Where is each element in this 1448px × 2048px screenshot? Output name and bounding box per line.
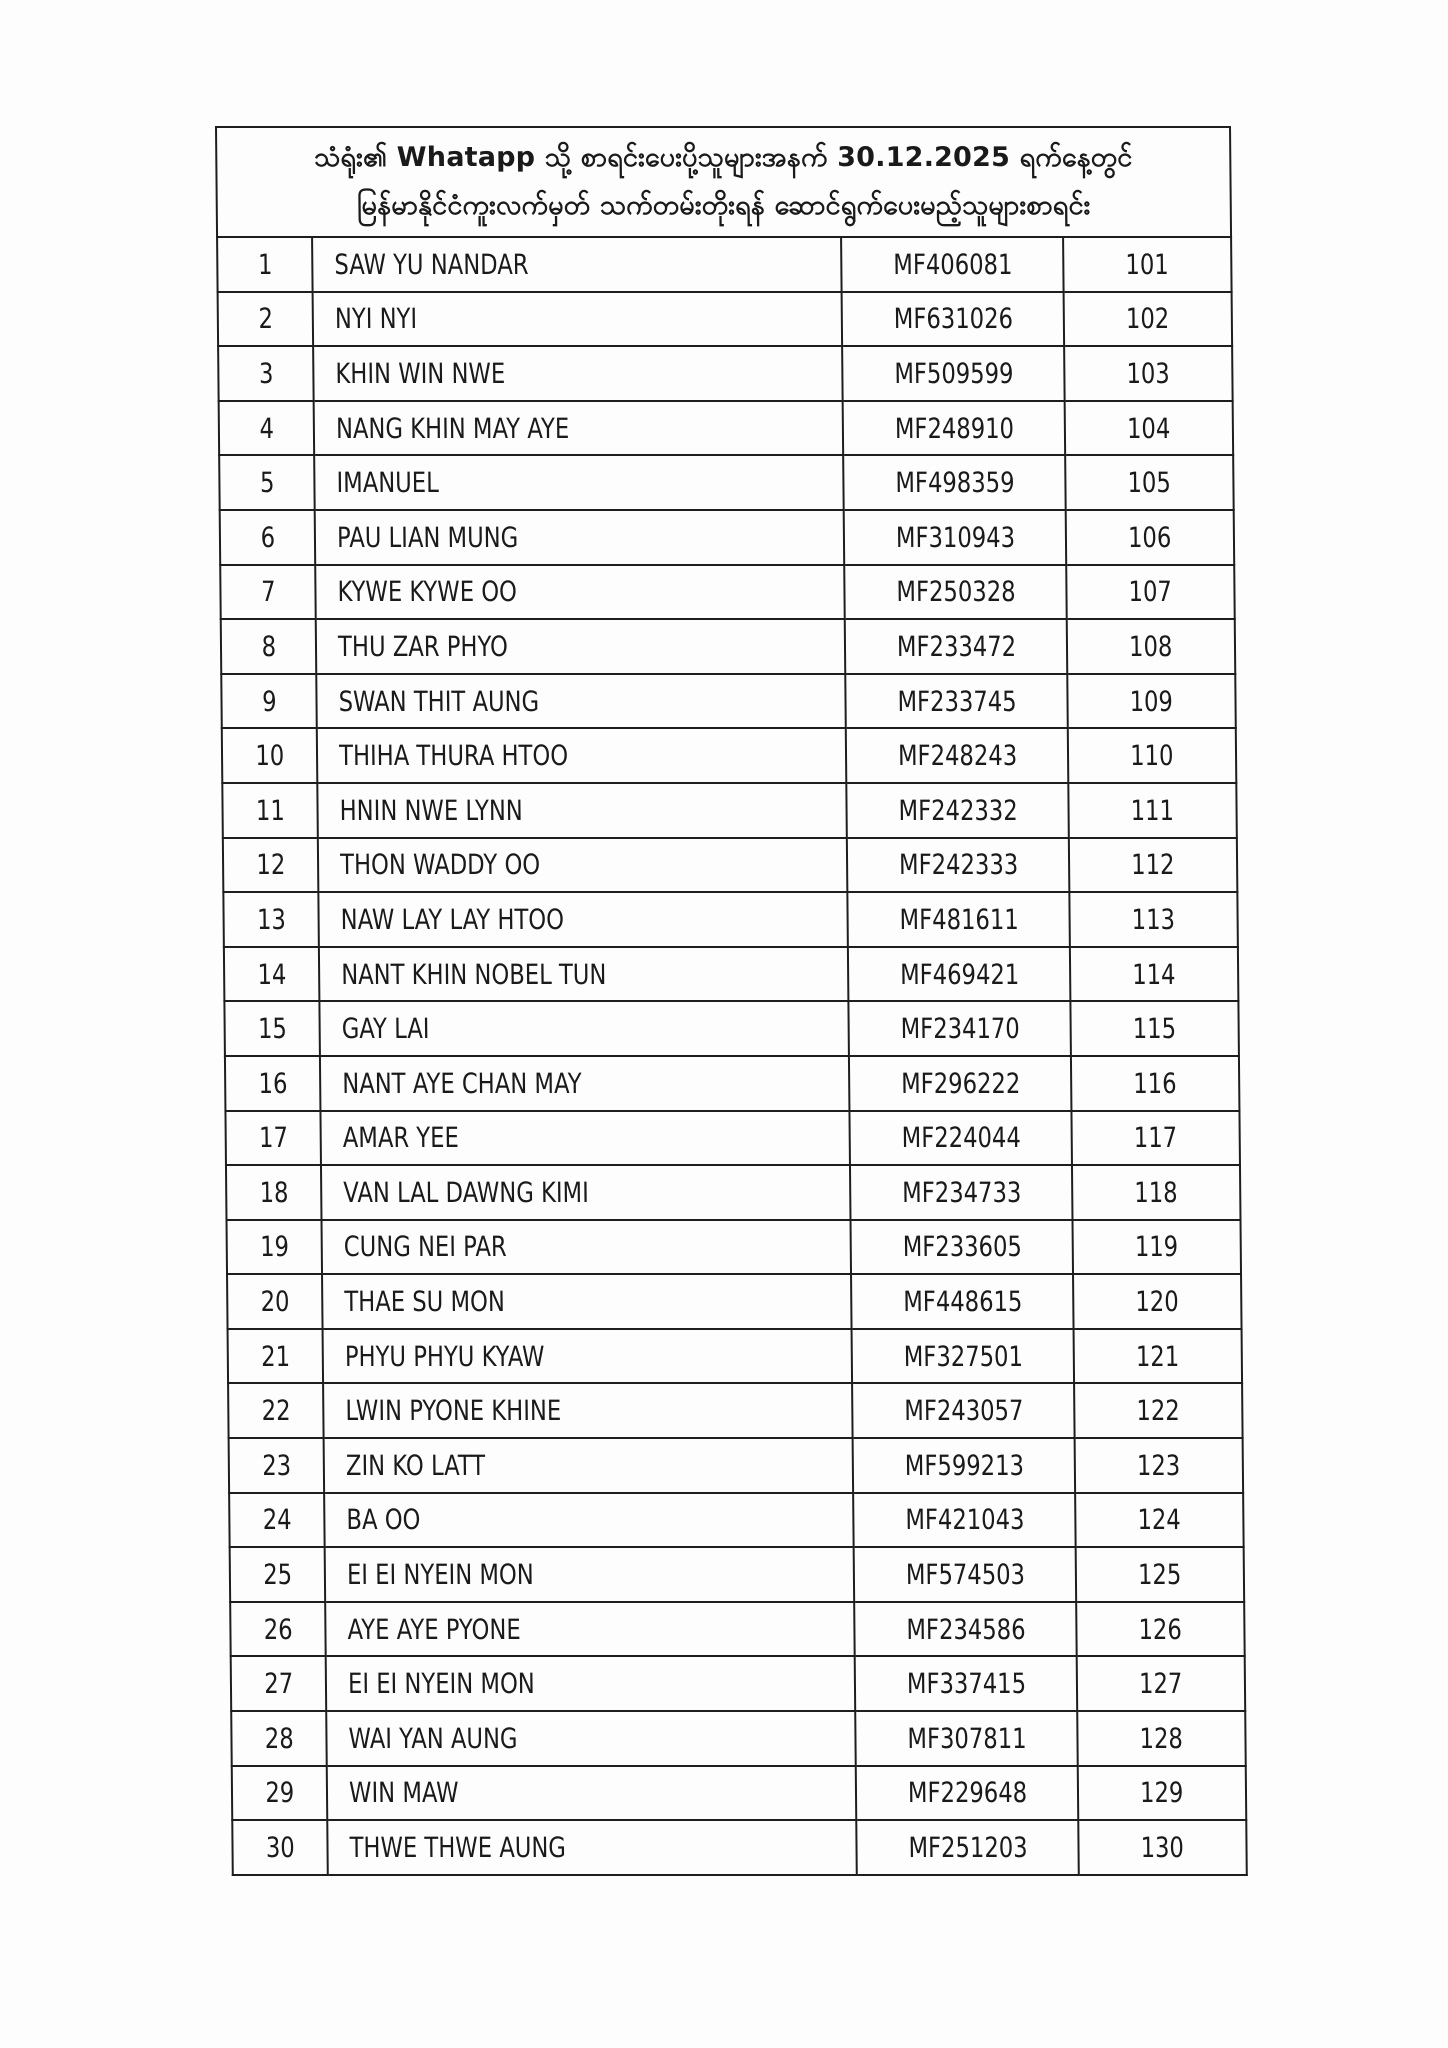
passport-number: MF242333 [898,848,1019,882]
table-row [219,455,1234,510]
row-number: 22 [261,1394,291,1428]
table-row [229,1438,1244,1493]
row-number-cell [233,1493,321,1548]
person-name: LWIN PYONE KHINE [345,1394,562,1428]
passport-number: MF234586 [905,1612,1026,1646]
row-number: 18 [259,1175,289,1209]
table-row [230,1602,1245,1657]
row-number-cell [223,455,311,510]
passport-number-cell [864,1711,1069,1766]
reference-number: 113 [1131,902,1176,936]
reference-number-cell [1082,1438,1237,1493]
person-name: WIN MAW [348,1776,459,1810]
table-row [228,1383,1243,1438]
person-name: THAE SU MON [344,1285,505,1319]
passport-number: MF599213 [904,1448,1024,1482]
row-number-cell [228,1001,316,1056]
row-number: 11 [255,793,285,827]
row-number-cell [235,1711,323,1766]
reference-number: 107 [1128,575,1173,609]
table-row [232,1766,1247,1821]
person-name-cell [345,1493,832,1548]
person-name: BA OO [346,1503,421,1537]
row-number-cell [222,346,310,401]
passport-number-cell [850,237,1055,292]
person-name-cell [336,565,823,620]
row-number: 24 [262,1503,292,1537]
reference-number-cell [1075,728,1230,783]
person-name: GAY LAI [341,1012,430,1046]
passport-number: MF448615 [902,1285,1023,1319]
row-number: 5 [259,466,275,500]
person-name: NANT AYE CHAN MAY [342,1066,582,1100]
row-number-cell [234,1656,322,1711]
row-number: 4 [258,411,274,445]
row-number-cell [236,1766,324,1821]
reference-number-cell [1072,401,1227,456]
table-row [231,1656,1246,1711]
table-row [218,346,1233,401]
row-number: 3 [258,356,274,390]
person-name-cell [333,237,820,292]
passport-number-cell [865,1766,1070,1821]
row-number-cell [221,292,309,347]
passport-number: MF481611 [899,902,1019,936]
person-name-cell [337,619,824,674]
passport-number: MF296222 [900,1066,1021,1100]
person-name: THU ZAR PHYO [337,629,509,663]
reference-number: 125 [1138,1558,1182,1592]
person-name: THIHA THURA HTOO [338,739,569,773]
row-number-cell [231,1274,319,1329]
person-name: PAU LIAN MUNG [336,520,519,554]
table-row [223,838,1238,893]
reference-number: 129 [1140,1776,1184,1810]
reference-number-cell [1078,1056,1233,1111]
passport-number-cell [852,401,1057,456]
reference-number-cell [1079,1165,1234,1220]
person-name: EI EI NYEIN MON [346,1558,534,1592]
row-number: 25 [262,1558,292,1592]
passport-number: MF337415 [906,1667,1026,1701]
person-name-cell [340,947,827,1002]
passport-number-cell [862,1438,1067,1493]
row-number-cell [224,565,312,620]
person-name-cell [341,1056,828,1111]
reference-number-cell [1080,1220,1235,1275]
person-name: PHYU PHYU KYAW [344,1339,545,1373]
table-row [222,728,1237,783]
table-row [220,510,1235,565]
person-name-cell [335,401,822,456]
reference-number-cell [1081,1383,1236,1438]
row-number-cell [232,1383,320,1438]
passport-number: MF307811 [906,1721,1027,1755]
row-number: 16 [258,1066,288,1100]
person-name-cell [348,1820,835,1875]
row-number: 2 [257,302,273,336]
passport-number-cell [857,947,1062,1002]
reference-number-cell [1076,892,1231,947]
passport-number-cell [862,1493,1067,1548]
passport-number-cell [860,1274,1065,1329]
reference-number: 128 [1139,1721,1184,1755]
reference-number: 114 [1132,957,1177,991]
reference-number: 116 [1133,1066,1178,1100]
table-row [228,1329,1243,1384]
table-row [226,1165,1241,1220]
table-row [221,619,1236,674]
reference-number: 109 [1129,684,1174,718]
row-number: 10 [254,739,285,773]
reference-number: 127 [1139,1667,1183,1701]
row-number: 28 [264,1721,294,1755]
table-row [224,1001,1239,1056]
reference-number-cell [1074,619,1229,674]
table-row [225,1056,1240,1111]
passport-number-cell [858,1056,1063,1111]
reference-number-cell [1072,455,1227,510]
row-number: 15 [257,1012,287,1046]
table-row [223,892,1238,947]
reference-number: 124 [1137,1503,1182,1537]
reference-number-cell [1084,1711,1239,1766]
passport-number: MF498359 [894,466,1015,500]
row-number: 30 [265,1831,295,1865]
passport-number: MF234170 [900,1012,1020,1046]
row-number-cell [222,401,310,456]
row-number: 9 [261,684,277,718]
row-number: 6 [260,520,275,554]
passport-number-cell [855,783,1060,838]
person-name: NANT KHIN NOBEL TUN [340,957,607,991]
reference-number: 117 [1134,1121,1178,1155]
person-name-cell [344,1383,831,1438]
person-name: THON WADDY OO [339,848,541,882]
passport-number: MF248243 [897,739,1018,773]
reference-number-cell [1074,674,1229,729]
title-line-2: မြန်မာနိုင်ငံကူးလက်မှတ် သက်တမ်းတိုးရန် ဆောင်ရွက်ပေးမည့်သူများစာရင်း [356,190,1091,221]
person-name-cell [340,1001,827,1056]
reference-number-cell [1082,1493,1237,1548]
table-row [220,565,1235,620]
person-name-cell [334,292,821,347]
reference-number-cell [1083,1602,1238,1657]
reference-number: 115 [1133,1012,1177,1046]
reference-number: 101 [1125,247,1170,281]
passport-number-cell [858,1111,1063,1166]
passport-number: MF406081 [892,247,1013,281]
row-number: 12 [255,848,286,882]
passport-number-cell [859,1165,1064,1220]
reference-number-cell [1076,838,1231,893]
table-row [232,1820,1247,1875]
person-name: KHIN WIN NWE [335,356,506,390]
row-number: 23 [261,1448,291,1482]
title-row [216,127,1231,237]
passport-number-cell [854,674,1059,729]
reference-number: 123 [1137,1448,1181,1482]
reference-number-cell [1070,237,1225,292]
table-row [225,1111,1240,1166]
table-row [226,1220,1241,1275]
reference-number: 102 [1126,302,1170,336]
passport-number-cell [861,1329,1066,1384]
table-title [216,127,1231,237]
row-number-cell [230,1220,318,1275]
passport-number-cell [851,346,1056,401]
row-number: 26 [263,1612,293,1646]
row-number-cell [226,783,314,838]
reference-number: 103 [1126,356,1171,390]
passport-number: MF310943 [895,520,1015,554]
reference-number: 121 [1136,1339,1180,1373]
passport-number-cell [857,1001,1062,1056]
reference-number: 119 [1135,1230,1179,1264]
person-name: VAN LAL DAWNG KIMI [343,1175,589,1209]
passport-number: MF327501 [903,1339,1023,1373]
reference-number-cell [1085,1766,1240,1821]
row-number: 13 [256,902,286,936]
passport-number: MF233745 [897,684,1017,718]
passport-number: MF242332 [898,793,1018,827]
row-number: 20 [260,1285,290,1319]
passport-number-cell [851,292,1056,347]
table-row [221,674,1236,729]
table-row [217,237,1232,292]
person-name: NYI NYI [334,302,418,336]
reference-number: 122 [1136,1394,1181,1428]
row-number-cell [232,1438,320,1493]
table-row [222,783,1237,838]
reference-number: 126 [1138,1612,1183,1646]
row-number-cell [229,1111,317,1166]
reference-number: 105 [1127,466,1172,500]
person-name-cell [338,728,825,783]
passport-number-cell [854,619,1059,674]
person-name-cell [338,783,825,838]
passport-number-cell [856,892,1061,947]
passport-number-cell [861,1383,1066,1438]
row-number: 14 [257,957,287,991]
reference-number-cell [1085,1820,1240,1875]
row-number: 7 [260,575,276,609]
row-number-cell [225,674,313,729]
passport-number: MF224044 [901,1121,1021,1155]
person-name-cell [343,1274,830,1329]
person-name: AYE AYE PYONE [347,1612,521,1646]
passport-number: MF250328 [895,575,1016,609]
passport-number: MF509599 [893,356,1014,390]
reference-number-cell [1081,1329,1236,1384]
person-name: SWAN THIT AUNG [338,684,540,718]
reference-number: 104 [1127,411,1171,445]
row-number-cell [228,947,316,1002]
row-number-cell [234,1602,322,1657]
person-name: AMAR YEE [342,1121,459,1155]
table-row [227,1274,1242,1329]
passport-number-cell [852,455,1057,510]
title-line-1: သံရုံး၏ Whatapp သို့ စာရင်းပေးပို့သူများအနက် 30.12.2025 ရက်နေ့တွင် [313,142,1133,173]
person-name-cell [339,838,826,893]
row-number-cell [230,1165,318,1220]
reference-number: 111 [1130,793,1175,827]
row-number-cell [227,838,315,893]
row-number-cell [231,1329,319,1384]
reference-number: 120 [1135,1285,1180,1319]
person-name: NANG KHIN MAY AYE [335,411,570,445]
person-name-cell [337,674,824,729]
passport-number: MF233605 [902,1230,1022,1264]
person-name-cell [344,1329,831,1384]
table-row [219,401,1234,456]
row-number-cell [223,510,311,565]
reference-number-cell [1080,1274,1235,1329]
passport-number-cell [853,510,1058,565]
reference-number-cell [1084,1656,1239,1711]
reference-number-cell [1075,783,1230,838]
reference-number: 110 [1130,739,1175,773]
person-name: CUNG NEI PAR [343,1230,507,1264]
reference-number: 108 [1129,629,1173,663]
table-row [229,1493,1244,1548]
person-name: KYWE KYWE OO [337,575,518,609]
person-name: WAI YAN AUNG [348,1721,518,1755]
reference-number-cell [1077,947,1232,1002]
person-name-cell [343,1220,830,1275]
row-number-cell [226,728,314,783]
passport-number: MF229648 [907,1776,1027,1810]
person-name: EI EI NYEIN MON [347,1667,535,1701]
person-name-cell [342,1165,829,1220]
passport-number: MF469421 [899,957,1020,991]
reference-number: 112 [1131,848,1176,882]
reference-number-cell [1071,346,1226,401]
passport-number: MF233472 [896,629,1016,663]
passport-number: MF234733 [901,1175,1022,1209]
row-number: 27 [263,1667,294,1701]
table-row [230,1547,1245,1602]
row-number-cell [233,1547,321,1602]
reference-number-cell [1073,565,1228,620]
reference-number-cell [1083,1547,1238,1602]
row-number-cell [236,1820,324,1875]
passport-renewal-table [215,126,1248,1876]
person-name-cell [347,1656,834,1711]
person-name-cell [335,455,822,510]
passport-number-cell [855,728,1060,783]
passport-number: MF421043 [904,1503,1025,1537]
row-number: 8 [261,629,276,663]
row-number-cell [221,237,309,292]
row-number-cell [225,619,313,674]
passport-number-cell [853,565,1058,620]
person-name-cell [346,1547,833,1602]
person-name-cell [347,1711,834,1766]
person-name: NAW LAY LAY HTOO [340,902,565,936]
person-name: IMANUEL [336,466,439,500]
person-name-cell [339,892,826,947]
passport-number: MF574503 [905,1558,1025,1592]
table-row [231,1711,1246,1766]
passport-number-cell [865,1820,1070,1875]
row-number: 29 [264,1776,295,1810]
reference-number-cell [1073,510,1228,565]
row-number: 1 [257,247,273,281]
row-number-cell [229,1056,317,1111]
reference-number-cell [1077,1001,1232,1056]
person-name: HNIN NWE LYNN [339,793,523,827]
reference-number: 130 [1140,1831,1185,1865]
row-number: 21 [260,1339,290,1373]
passport-number: MF243057 [903,1394,1024,1428]
passport-number-cell [863,1547,1068,1602]
passport-number: MF251203 [908,1831,1028,1865]
passport-number-cell [863,1602,1068,1657]
passport-number-cell [864,1656,1069,1711]
person-name-cell [345,1438,832,1493]
person-name-cell [336,510,823,565]
passport-number-cell [860,1220,1065,1275]
table-row [218,292,1233,347]
person-name-cell [348,1766,835,1821]
passport-number: MF631026 [893,302,1013,336]
person-name: ZIN KO LATT [345,1448,486,1482]
person-name-cell [346,1602,833,1657]
row-number: 19 [259,1230,289,1264]
row-number-cell [227,892,315,947]
reference-number-cell [1078,1111,1233,1166]
reference-number: 106 [1128,520,1172,554]
passport-number-cell [856,838,1061,893]
person-name-cell [342,1111,829,1166]
person-name-cell [334,346,821,401]
reference-number: 118 [1134,1175,1179,1209]
person-name: SAW YU NANDAR [334,247,529,281]
passport-number: MF248910 [894,411,1014,445]
reference-number-cell [1071,292,1226,347]
person-name: THWE THWE AUNG [349,1831,566,1865]
table-row [224,947,1239,1002]
row-number: 17 [258,1121,288,1155]
